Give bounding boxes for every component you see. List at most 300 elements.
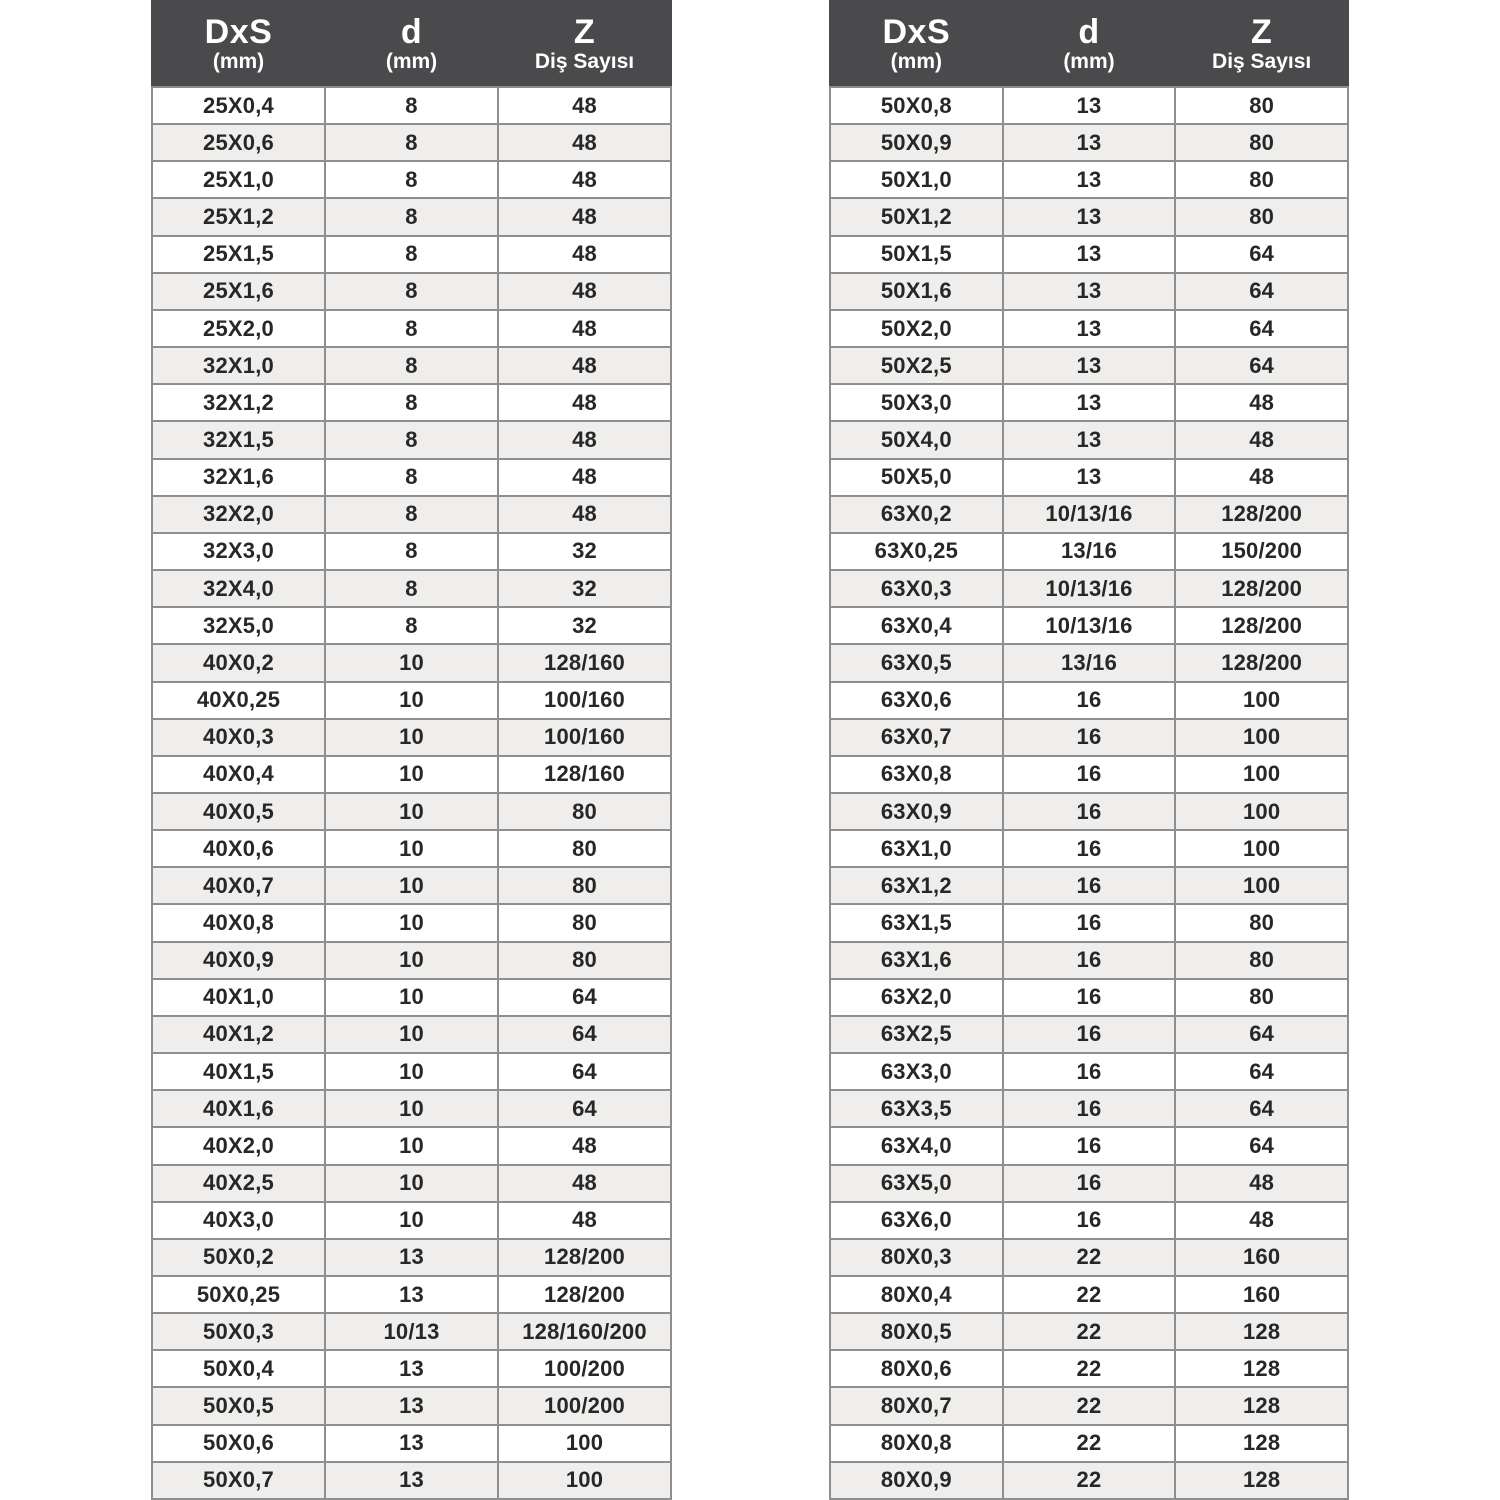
dxs-cell: 80X0,4: [830, 1276, 1003, 1313]
dxs-cell: 50X1,6: [830, 273, 1003, 310]
z-cell: 64: [1175, 347, 1348, 384]
dxs-cell: 80X0,3: [830, 1239, 1003, 1276]
dxs-cell: 40X0,9: [152, 942, 325, 979]
z-cell: 64: [1175, 273, 1348, 310]
table-row: [830, 384, 1348, 421]
d-cell: 10: [325, 756, 498, 793]
dxs-cell: 40X0,7: [152, 867, 325, 904]
d-cell: 8: [325, 273, 498, 310]
z-cell: 48: [498, 87, 671, 124]
z-cell: 100: [1175, 719, 1348, 756]
dxs-cell: 40X0,3: [152, 719, 325, 756]
z-cell: 80: [1175, 87, 1348, 124]
table-row: [152, 719, 671, 756]
col-header-z: [1175, 1, 1348, 87]
d-cell: 13: [1003, 124, 1176, 161]
dxs-cell: 25X0,6: [152, 124, 325, 161]
z-cell: 48: [498, 124, 671, 161]
d-cell: 13: [1003, 310, 1176, 347]
z-cell: 48: [498, 1202, 671, 1239]
table-row: [152, 273, 671, 310]
z-cell: 32: [498, 533, 671, 570]
d-cell: 22: [1003, 1350, 1176, 1387]
z-cell: 48: [498, 161, 671, 198]
col-header-d-unit: (mm): [1063, 50, 1115, 73]
table-row: [152, 644, 671, 681]
col-header-dxs: [152, 1, 325, 87]
dxs-cell: 50X0,8: [830, 87, 1003, 124]
col-header-z-title: Z: [1251, 13, 1273, 51]
dxs-cell: 63X0,4: [830, 607, 1003, 644]
d-cell: 10: [325, 1165, 498, 1202]
z-cell: 48: [498, 198, 671, 235]
table-row: [152, 1313, 671, 1350]
dxs-cell: 50X4,0: [830, 421, 1003, 458]
dxs-cell: 63X0,2: [830, 496, 1003, 533]
table-row: [830, 682, 1348, 719]
z-cell: 100: [1175, 793, 1348, 830]
table-row: [830, 1202, 1348, 1239]
table-row: [152, 347, 671, 384]
d-cell: 13: [1003, 421, 1176, 458]
dxs-cell: 63X3,5: [830, 1090, 1003, 1127]
table-row: [830, 161, 1348, 198]
z-cell: 32: [498, 607, 671, 644]
z-cell: 128/160: [498, 644, 671, 681]
table-row: [830, 979, 1348, 1016]
table-row: [152, 459, 671, 496]
d-cell: 16: [1003, 1202, 1176, 1239]
z-cell: 100: [498, 1425, 671, 1462]
dxs-cell: 63X3,0: [830, 1053, 1003, 1090]
table-row: [830, 124, 1348, 161]
table-row: [152, 1425, 671, 1462]
table-row: [152, 756, 671, 793]
dxs-cell: 40X1,6: [152, 1090, 325, 1127]
z-cell: 100/200: [498, 1387, 671, 1424]
z-cell: 80: [498, 942, 671, 979]
z-cell: 48: [1175, 421, 1348, 458]
table-row: [830, 756, 1348, 793]
table-row: [152, 607, 671, 644]
z-cell: 100: [1175, 867, 1348, 904]
d-cell: 13/16: [1003, 644, 1176, 681]
z-cell: 128/200: [1175, 644, 1348, 681]
d-cell: 8: [325, 310, 498, 347]
header-row: [152, 1, 671, 87]
d-cell: 13: [325, 1350, 498, 1387]
d-cell: 16: [1003, 942, 1176, 979]
col-header-z-title: Z: [573, 13, 596, 51]
dxs-cell: 63X2,5: [830, 1016, 1003, 1053]
dxs-cell: 50X0,2: [152, 1239, 325, 1276]
table-row: [830, 1313, 1348, 1350]
table-row: [830, 1090, 1348, 1127]
d-cell: 13: [1003, 198, 1176, 235]
z-cell: 160: [1175, 1276, 1348, 1313]
table-row: [152, 496, 671, 533]
table-row: [152, 979, 671, 1016]
d-cell: 10: [325, 830, 498, 867]
col-header-dxs-unit: (mm): [212, 50, 265, 73]
d-cell: 8: [325, 384, 498, 421]
z-cell: 128/200: [498, 1276, 671, 1313]
d-cell: 8: [325, 533, 498, 570]
dxs-cell: 63X0,9: [830, 793, 1003, 830]
dxs-cell: 63X6,0: [830, 1202, 1003, 1239]
dxs-cell: 40X0,4: [152, 756, 325, 793]
col-header-d-title: d: [1078, 13, 1100, 51]
z-cell: 64: [498, 1053, 671, 1090]
table-row: [830, 607, 1348, 644]
z-cell: 80: [1175, 124, 1348, 161]
z-cell: 128/200: [1175, 607, 1348, 644]
col-header-z: [498, 1, 671, 87]
table-row: [830, 1387, 1348, 1424]
table-body-left: [152, 87, 671, 1499]
d-cell: 13: [325, 1276, 498, 1313]
table-row: [830, 1350, 1348, 1387]
col-header-d: [1003, 1, 1176, 87]
col-header-z-sub: Diş Sayısı: [534, 50, 635, 73]
z-cell: 80: [1175, 979, 1348, 1016]
table-row: [152, 904, 671, 941]
table-row: [152, 1053, 671, 1090]
d-cell: 16: [1003, 793, 1176, 830]
dxs-cell: 25X1,5: [152, 236, 325, 273]
dxs-cell: 40X1,2: [152, 1016, 325, 1053]
d-cell: 22: [1003, 1425, 1176, 1462]
table-row: [152, 124, 671, 161]
col-header-d: [325, 1, 498, 87]
dxs-cell: 50X5,0: [830, 459, 1003, 496]
dxs-cell: 40X2,5: [152, 1165, 325, 1202]
table-row: [830, 198, 1348, 235]
table-row: [152, 310, 671, 347]
table-row: [830, 867, 1348, 904]
z-cell: 64: [498, 979, 671, 1016]
z-cell: 64: [1175, 1016, 1348, 1053]
d-cell: 8: [325, 570, 498, 607]
z-cell: 100/200: [498, 1350, 671, 1387]
table-row: [830, 793, 1348, 830]
spec-table-right: [829, 0, 1349, 1500]
dxs-cell: 63X5,0: [830, 1165, 1003, 1202]
spec-table-left: [151, 0, 672, 1500]
z-cell: 100: [1175, 830, 1348, 867]
z-cell: 32: [498, 570, 671, 607]
z-cell: 48: [1175, 1165, 1348, 1202]
table-row: [830, 719, 1348, 756]
dxs-cell: 80X0,8: [830, 1425, 1003, 1462]
table-row: [830, 347, 1348, 384]
dxs-cell: 40X0,25: [152, 682, 325, 719]
table-row: [152, 533, 671, 570]
z-cell: 128: [1175, 1425, 1348, 1462]
d-cell: 8: [325, 236, 498, 273]
dxs-cell: 63X0,8: [830, 756, 1003, 793]
dxs-cell: 40X0,8: [152, 904, 325, 941]
table-row: [152, 867, 671, 904]
z-cell: 80: [498, 830, 671, 867]
table-header: [152, 1, 671, 87]
d-cell: 16: [1003, 904, 1176, 941]
dxs-cell: 32X2,0: [152, 496, 325, 533]
col-header-dxs-title: DxS: [204, 13, 273, 51]
dxs-cell: 63X0,7: [830, 719, 1003, 756]
dxs-cell: 50X1,5: [830, 236, 1003, 273]
z-cell: 64: [1175, 236, 1348, 273]
d-cell: 16: [1003, 1053, 1176, 1090]
d-cell: 10: [325, 1090, 498, 1127]
table-row: [830, 496, 1348, 533]
table-row: [152, 1387, 671, 1424]
d-cell: 16: [1003, 719, 1176, 756]
d-cell: 13: [1003, 273, 1176, 310]
z-cell: 128/160: [498, 756, 671, 793]
table-row: [830, 942, 1348, 979]
col-header-z-sub: Diş Sayısı: [1212, 50, 1312, 73]
d-cell: 10: [325, 904, 498, 941]
dxs-cell: 50X0,25: [152, 1276, 325, 1313]
z-cell: 80: [1175, 942, 1348, 979]
d-cell: 22: [1003, 1239, 1176, 1276]
d-cell: 10/13/16: [1003, 570, 1176, 607]
z-cell: 80: [498, 867, 671, 904]
d-cell: 10: [325, 1016, 498, 1053]
table-row: [830, 87, 1348, 124]
table-row: [152, 1350, 671, 1387]
dxs-cell: 25X0,4: [152, 87, 325, 124]
col-header-dxs: [830, 1, 1003, 87]
dxs-cell: 63X1,6: [830, 942, 1003, 979]
dxs-cell: 80X0,7: [830, 1387, 1003, 1424]
d-cell: 10: [325, 979, 498, 1016]
dxs-cell: 25X1,6: [152, 273, 325, 310]
d-cell: 8: [325, 459, 498, 496]
dxs-cell: 63X1,2: [830, 867, 1003, 904]
table-row: [152, 793, 671, 830]
d-cell: 8: [325, 124, 498, 161]
table-row: [152, 682, 671, 719]
z-cell: 80: [498, 793, 671, 830]
z-cell: 48: [1175, 384, 1348, 421]
z-cell: 48: [498, 1127, 671, 1164]
d-cell: 22: [1003, 1276, 1176, 1313]
table-row: [152, 384, 671, 421]
dxs-cell: 32X1,0: [152, 347, 325, 384]
col-header-d-unit: (mm): [385, 50, 438, 73]
dxs-cell: 25X1,0: [152, 161, 325, 198]
z-cell: 160: [1175, 1239, 1348, 1276]
dxs-cell: 32X5,0: [152, 607, 325, 644]
dxs-cell: 32X3,0: [152, 533, 325, 570]
d-cell: 8: [325, 607, 498, 644]
table-row: [152, 1276, 671, 1313]
z-cell: 128: [1175, 1462, 1348, 1499]
d-cell: 10: [325, 719, 498, 756]
z-cell: 48: [498, 273, 671, 310]
table-row: [152, 942, 671, 979]
dxs-cell: 40X1,0: [152, 979, 325, 1016]
d-cell: 8: [325, 347, 498, 384]
dxs-cell: 25X2,0: [152, 310, 325, 347]
dxs-cell: 50X0,7: [152, 1462, 325, 1499]
d-cell: 8: [325, 87, 498, 124]
z-cell: 80: [1175, 904, 1348, 941]
table-row: [830, 421, 1348, 458]
d-cell: 10: [325, 1202, 498, 1239]
z-cell: 64: [498, 1090, 671, 1127]
table-row: [830, 1462, 1348, 1499]
d-cell: 10: [325, 682, 498, 719]
z-cell: 64: [1175, 1053, 1348, 1090]
z-cell: 48: [498, 459, 671, 496]
d-cell: 13: [1003, 236, 1176, 273]
dxs-cell: 25X1,2: [152, 198, 325, 235]
dxs-cell: 50X2,5: [830, 347, 1003, 384]
dxs-cell: 50X2,0: [830, 310, 1003, 347]
table-row: [830, 533, 1348, 570]
table-row: [152, 830, 671, 867]
table-row: [152, 1462, 671, 1499]
d-cell: 10: [325, 867, 498, 904]
z-cell: 128: [1175, 1387, 1348, 1424]
dxs-cell: 80X0,9: [830, 1462, 1003, 1499]
z-cell: 48: [498, 384, 671, 421]
d-cell: 16: [1003, 756, 1176, 793]
dxs-cell: 63X4,0: [830, 1127, 1003, 1164]
z-cell: 128: [1175, 1313, 1348, 1350]
z-cell: 64: [1175, 1090, 1348, 1127]
col-header-dxs-unit: (mm): [890, 50, 942, 73]
z-cell: 128: [1175, 1350, 1348, 1387]
d-cell: 10/13/16: [1003, 607, 1176, 644]
d-cell: 16: [1003, 1165, 1176, 1202]
dxs-cell: 50X1,0: [830, 161, 1003, 198]
dxs-cell: 40X2,0: [152, 1127, 325, 1164]
dxs-cell: 32X1,6: [152, 459, 325, 496]
z-cell: 100/160: [498, 682, 671, 719]
d-cell: 10: [325, 942, 498, 979]
d-cell: 16: [1003, 1127, 1176, 1164]
table-row: [830, 830, 1348, 867]
z-cell: 100: [1175, 756, 1348, 793]
d-cell: 16: [1003, 830, 1176, 867]
z-cell: 48: [498, 347, 671, 384]
d-cell: 13: [1003, 161, 1176, 198]
table-row: [830, 570, 1348, 607]
d-cell: 13: [325, 1239, 498, 1276]
d-cell: 10: [325, 1053, 498, 1090]
dxs-cell: 50X0,6: [152, 1425, 325, 1462]
dxs-cell: 50X0,5: [152, 1387, 325, 1424]
dxs-cell: 80X0,5: [830, 1313, 1003, 1350]
z-cell: 128/200: [1175, 570, 1348, 607]
dxs-cell: 50X0,9: [830, 124, 1003, 161]
z-cell: 128/200: [498, 1239, 671, 1276]
table-row: [830, 1127, 1348, 1164]
z-cell: 100/160: [498, 719, 671, 756]
table-row: [830, 1016, 1348, 1053]
table-row: [830, 1053, 1348, 1090]
d-cell: 16: [1003, 682, 1176, 719]
table-row: [830, 1276, 1348, 1313]
table-body-right: [830, 87, 1348, 1499]
dxs-cell: 50X3,0: [830, 384, 1003, 421]
table-row: [152, 198, 671, 235]
dxs-cell: 32X4,0: [152, 570, 325, 607]
d-cell: 22: [1003, 1387, 1176, 1424]
d-cell: 16: [1003, 867, 1176, 904]
d-cell: 8: [325, 421, 498, 458]
d-cell: 16: [1003, 1090, 1176, 1127]
dxs-cell: 40X3,0: [152, 1202, 325, 1239]
d-cell: 10: [325, 1127, 498, 1164]
table-row: [152, 1165, 671, 1202]
d-cell: 13: [1003, 347, 1176, 384]
dxs-cell: 32X1,5: [152, 421, 325, 458]
d-cell: 8: [325, 198, 498, 235]
table-row: [152, 236, 671, 273]
table-header: [830, 1, 1348, 87]
dxs-cell: 32X1,2: [152, 384, 325, 421]
d-cell: 22: [1003, 1313, 1176, 1350]
dxs-cell: 63X0,25: [830, 533, 1003, 570]
z-cell: 48: [498, 1165, 671, 1202]
z-cell: 128/200: [1175, 496, 1348, 533]
table-row: [152, 1016, 671, 1053]
table-row: [152, 1127, 671, 1164]
d-cell: 10: [325, 793, 498, 830]
table-row: [830, 644, 1348, 681]
table-row: [152, 1090, 671, 1127]
d-cell: 16: [1003, 1016, 1176, 1053]
d-cell: 13: [325, 1462, 498, 1499]
d-cell: 10/13: [325, 1313, 498, 1350]
z-cell: 64: [498, 1016, 671, 1053]
d-cell: 13: [325, 1387, 498, 1424]
d-cell: 22: [1003, 1462, 1176, 1499]
z-cell: 48: [498, 496, 671, 533]
table-row: [152, 87, 671, 124]
d-cell: 13: [1003, 459, 1176, 496]
z-cell: 48: [1175, 459, 1348, 496]
dxs-cell: 80X0,6: [830, 1350, 1003, 1387]
table-row: [830, 1239, 1348, 1276]
table-row: [830, 904, 1348, 941]
z-cell: 80: [1175, 198, 1348, 235]
z-cell: 48: [498, 310, 671, 347]
dxs-cell: 40X1,5: [152, 1053, 325, 1090]
d-cell: 8: [325, 496, 498, 533]
table-row: [152, 421, 671, 458]
table-row: [830, 310, 1348, 347]
dxs-cell: 63X0,6: [830, 682, 1003, 719]
z-cell: 128/160/200: [498, 1313, 671, 1350]
table-row: [152, 570, 671, 607]
col-header-d-title: d: [400, 13, 423, 51]
dxs-cell: 40X0,6: [152, 830, 325, 867]
table-row: [152, 1239, 671, 1276]
d-cell: 13/16: [1003, 533, 1176, 570]
d-cell: 13: [1003, 384, 1176, 421]
z-cell: 100: [498, 1462, 671, 1499]
dxs-cell: 50X1,2: [830, 198, 1003, 235]
table-row: [830, 1165, 1348, 1202]
dxs-cell: 50X0,4: [152, 1350, 325, 1387]
dxs-cell: 50X0,3: [152, 1313, 325, 1350]
